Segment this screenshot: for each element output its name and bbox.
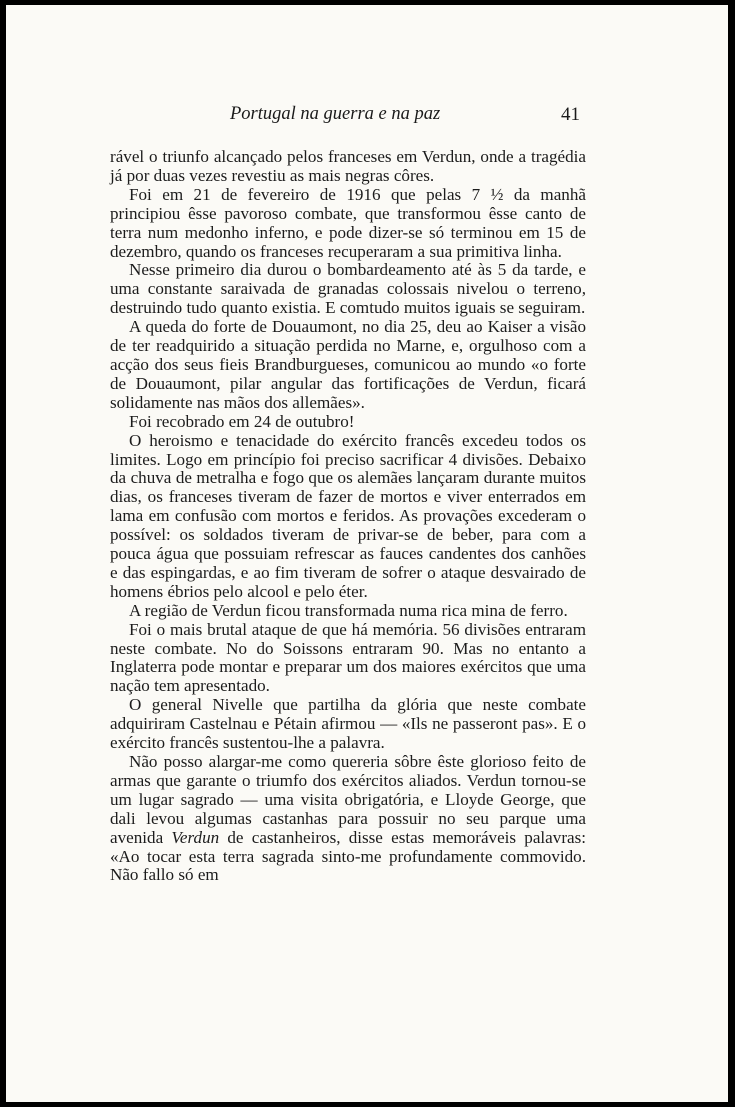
paragraph: Foi em 21 de fevereiro de 1916 que pelas 7 ½ da manhã principiou êsse pavoroso combate, que transformou êsse canto de terra num medonho inferno, e pode dizer-se só terminou em 15 de dezembro, quando os franceses recuperaram a sua primitiva linha.: [110, 184, 586, 261]
page-number: 41: [561, 104, 580, 125]
paragraph: O heroismo e tenacidade do exército francês excedeu todos os limites. Logo em princípio foi preciso sacrificar 4 divisões. Debaixo da chuva de metralha e fogo que os alemães lançaram durante muitos dias, os franceses tiveram de fazer de mortos e viver enterrados em lama em confusão com mortos e feridos. As provações excederam o possível: os soldados tiveram de privar-se de beber, para com a pouca água que possuiam refrescar as fauces candentes dos canhões e das espingardas, e ao fim tiveram de sofrer o ataque desvairado de homens ébrios pelo alcool e pelo éter.: [110, 430, 586, 601]
paragraph: Nesse primeiro dia durou o bombardeamento até às 5 da tarde, e uma constante saraivada de granadas colossais nivelou o terreno, destruindo tudo quanto existia. E comtudo muitos iguais se seguiram.: [110, 260, 586, 318]
book-page: [6, 5, 728, 1102]
paragraph-text: Não posso alargar-me como quereria sôbre êste glorioso feito de armas que garante o triumfo dos exércitos aliados. Verdun tornou-se um lugar sagrado — uma visita obrigatória, e Lloyde George, que dali levou algumas castanhas para possuir no seu parque uma avenida: [110, 752, 586, 847]
paragraph-text: de castanheiros, disse estas memoráveis palavras: «Ao tocar esta terra sagrada sinto-me profundamente commovido. Não fallo só em: [110, 827, 586, 885]
running-title: Portugal na guerra e na paz: [230, 104, 441, 124]
paragraph: A região de Verdun ficou transformada numa rica mina de ferro.: [129, 600, 568, 620]
paragraph: rável o triunfo alcançado pelos franceses em Verdun, onde a tragédia já por duas vezes revestiu as mais negras côres.: [110, 147, 586, 185]
paragraph: O general Nivelle que partilha da glória que neste combate adquiriram Castelnau e Pétain afirmou — «Ils ne passeront pas». E o exército francês sustentou-lhe a palavra.: [110, 695, 586, 753]
paragraph: A queda do forte de Douaumont, no dia 25, deu ao Kaiser a visão de ter readquirido a situação perdida no Marne, e, orgulhoso com a acção dos seus fieis Brandburgueses, comunicou ao mundo «o forte de Douaumont, pilar angular das fortificações de Verdun, ficará solidamente nas mãos dos allemães».: [110, 317, 586, 412]
emphasis-verdun: Verdun: [171, 827, 220, 847]
page-header: [6, 104, 728, 128]
paragraph: Foi recobrado em 24 de outubro!: [129, 411, 355, 431]
body-text: [110, 148, 586, 885]
paragraph: [110, 753, 586, 885]
paragraph: Foi o mais brutal ataque de que há memória. 56 divisões entraram neste combate. No do Soissons entraram 90. Mas no entanto a Inglaterra pode montar e preparar um dos maiores exércitos que uma nação tem apresentado.: [110, 619, 586, 696]
